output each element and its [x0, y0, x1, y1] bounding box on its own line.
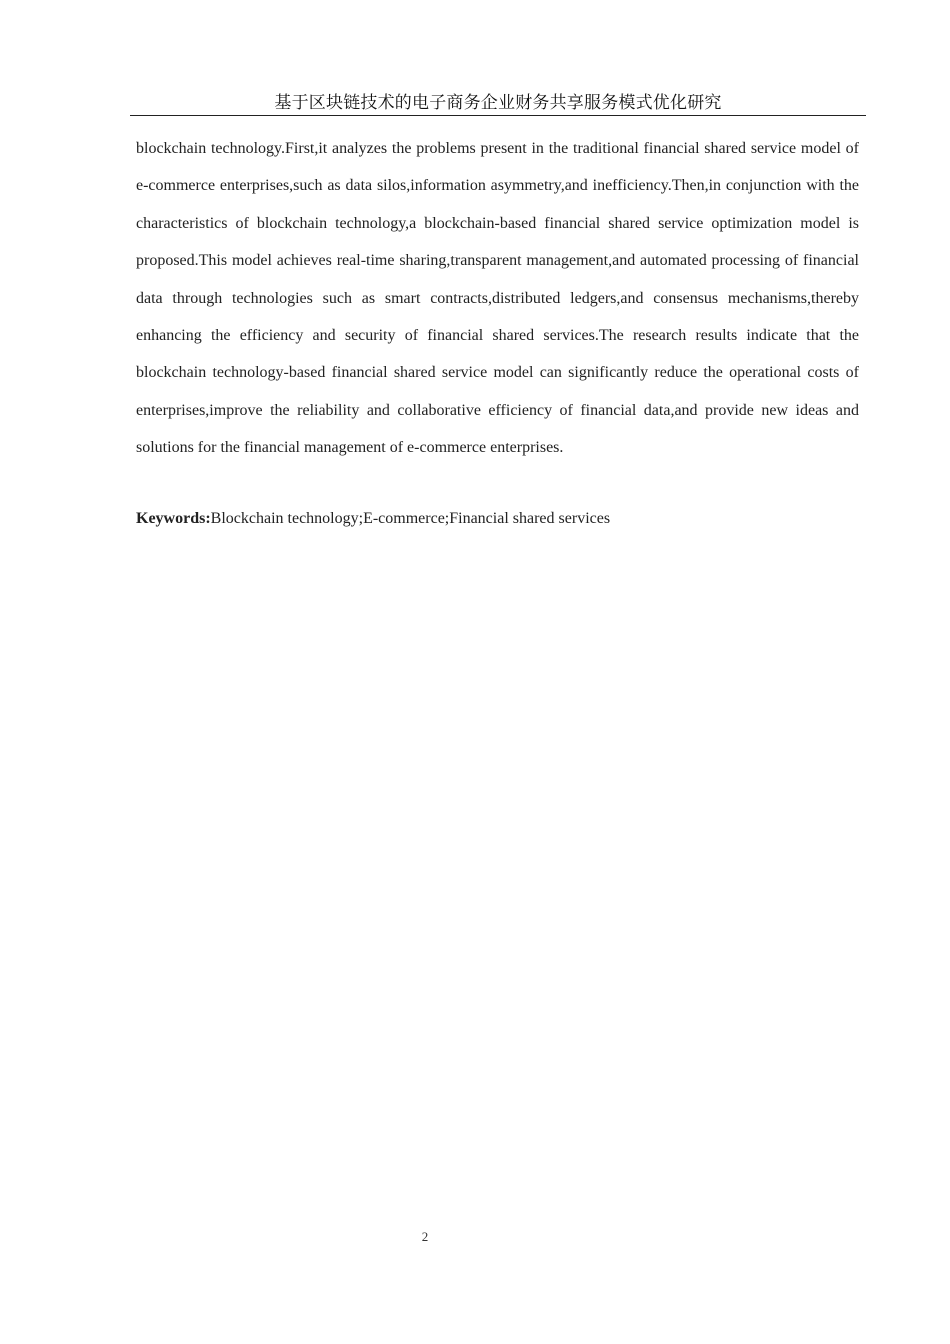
keywords-line: [136, 506, 859, 532]
abstract-paragraph: blockchain technology.First,it analyzes the problems present in the traditional financial shared service model of e-commerce enterprises,such as data silos,information asymmetry,and inefficiency.Then,in conjunction with the characteristics of blockchain technology,a blockchain-based financial shared service optimization model is proposed.This model achieves real-time sharing,transparent management,and automated processing of financial data through technologies such as smart contracts,distributed ledgers,and consensus mechanisms,thereby enhancing the efficiency and security of financial shared services.The research results indicate that the blockchain technology-based financial shared service model can significantly reduce the operational costs of enterprises,improve the reliability and collaborative efficiency of financial data,and provide new ideas and solutions for the financial management of e-commerce enterprises.: [136, 140, 859, 457]
running-header-title: 基于区块链技术的电子商务企业财务共享服务模式优化研究: [130, 92, 866, 116]
keywords-label: Keywords:: [136, 510, 211, 527]
keywords-value: Blockchain technology;E-commerce;Financial shared services: [210, 510, 611, 527]
page-number: 2: [421, 1229, 429, 1244]
